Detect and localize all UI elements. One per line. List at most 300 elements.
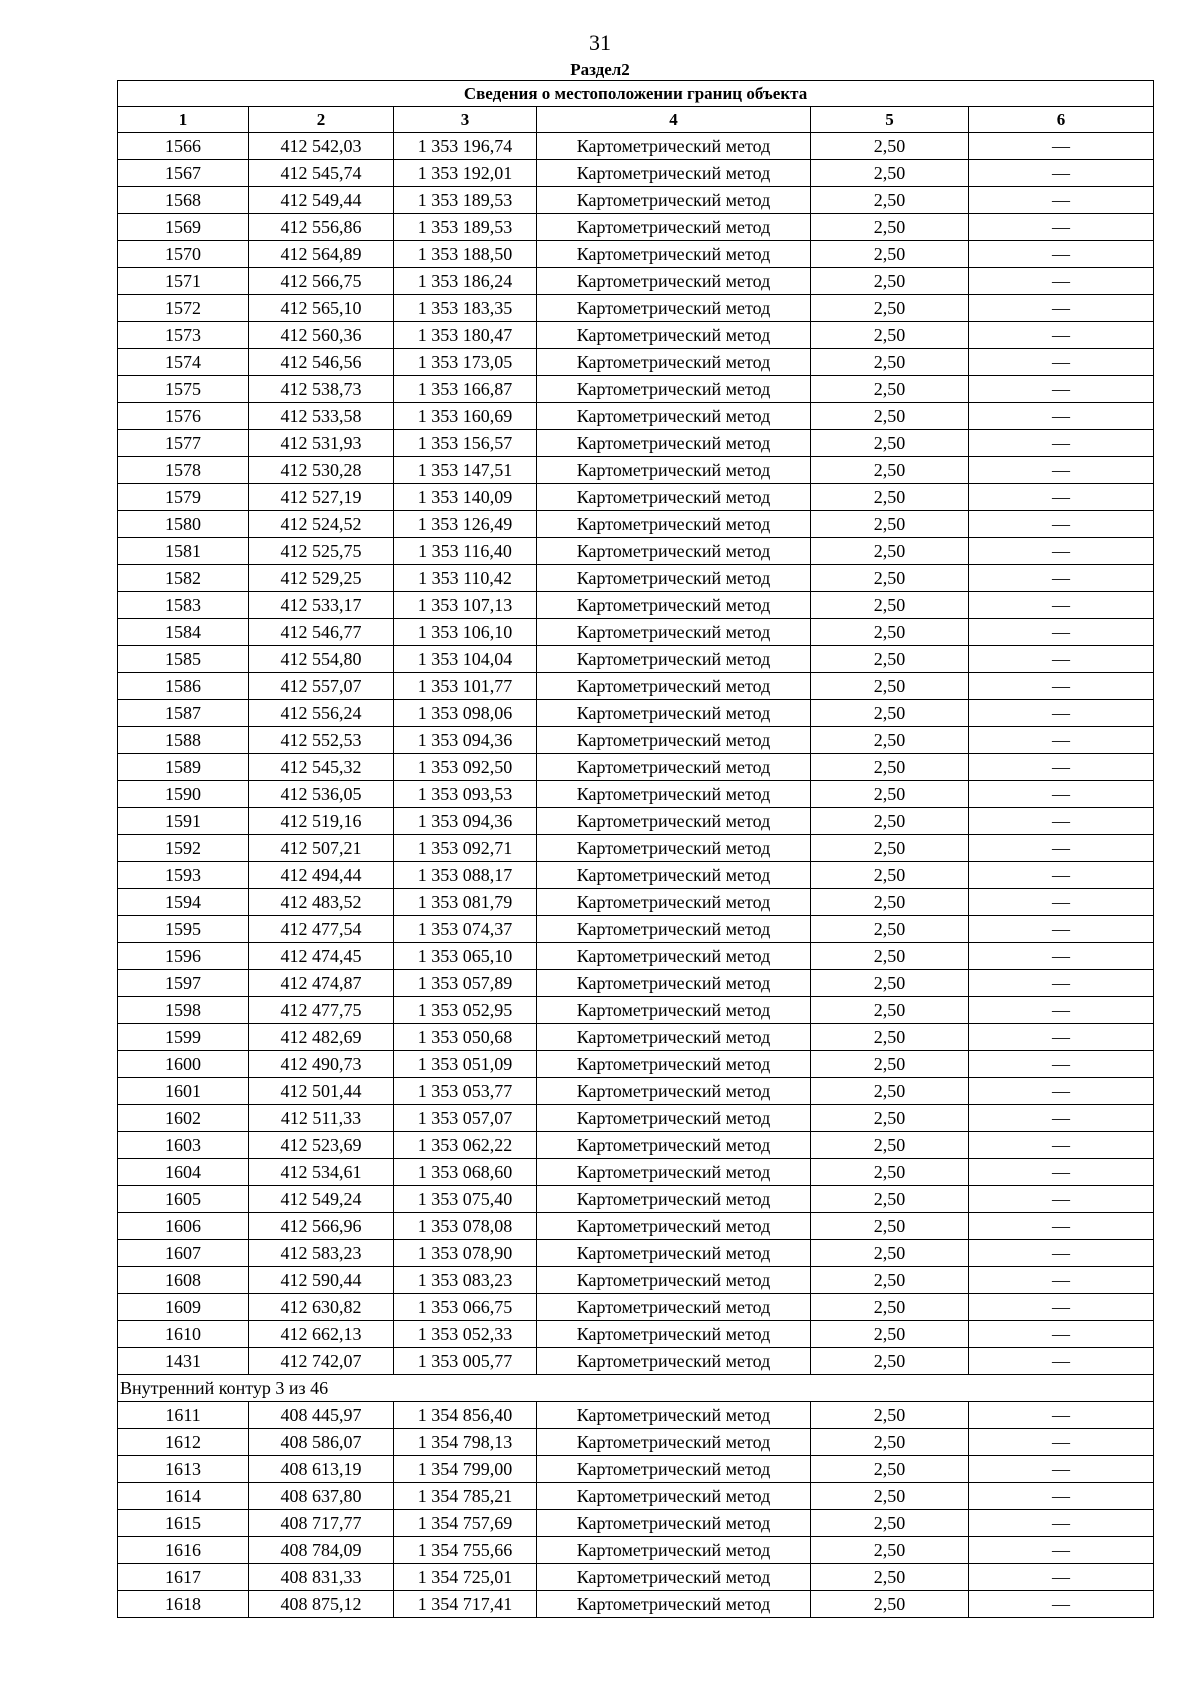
table-cell: 412 560,36 xyxy=(249,322,394,349)
table-cell: Картометрический метод xyxy=(537,457,811,484)
table-cell: 412 545,32 xyxy=(249,754,394,781)
table-cell: Картометрический метод xyxy=(537,322,811,349)
table-cell: 1568 xyxy=(118,187,249,214)
table-cell: 412 494,44 xyxy=(249,862,394,889)
column-header: 6 xyxy=(969,107,1154,133)
table-cell: — xyxy=(969,1510,1154,1537)
table-cell: 1 353 078,08 xyxy=(394,1213,537,1240)
table-cell: — xyxy=(969,592,1154,619)
table-row xyxy=(118,727,1154,754)
table-cell: 1571 xyxy=(118,268,249,295)
page-number: 31 xyxy=(589,30,611,55)
table-cell: 1 353 126,49 xyxy=(394,511,537,538)
table-cell: Картометрический метод xyxy=(537,1240,811,1267)
table-cell: 1 353 106,10 xyxy=(394,619,537,646)
table-row xyxy=(118,1159,1154,1186)
table-cell: 1 353 104,04 xyxy=(394,646,537,673)
table-row xyxy=(118,160,1154,187)
table-cell: 1 354 725,01 xyxy=(394,1564,537,1591)
table-cell: Картометрический метод xyxy=(537,268,811,295)
table-cell: 412 542,03 xyxy=(249,133,394,160)
table-cell: 2,50 xyxy=(811,781,969,808)
table-cell: Картометрический метод xyxy=(537,349,811,376)
table-cell: — xyxy=(969,511,1154,538)
table-cell: 1579 xyxy=(118,484,249,511)
table-cell: 412 519,16 xyxy=(249,808,394,835)
table-cell: 1570 xyxy=(118,241,249,268)
table-cell: 1597 xyxy=(118,970,249,997)
table-cell: Картометрический метод xyxy=(537,511,811,538)
table-cell: 408 586,07 xyxy=(249,1429,394,1456)
table-cell: 1 353 192,01 xyxy=(394,160,537,187)
table-cell: 1608 xyxy=(118,1267,249,1294)
table-row xyxy=(118,1267,1154,1294)
table-cell: — xyxy=(969,1186,1154,1213)
table-cell: 2,50 xyxy=(811,538,969,565)
table-row xyxy=(118,511,1154,538)
table-cell: Картометрический метод xyxy=(537,484,811,511)
table-cell: 2,50 xyxy=(811,349,969,376)
table-cell: 2,50 xyxy=(811,619,969,646)
table-cell: 2,50 xyxy=(811,916,969,943)
table-cell: 412 554,80 xyxy=(249,646,394,673)
table-cell: 1600 xyxy=(118,1051,249,1078)
table-cell: 1 353 173,05 xyxy=(394,349,537,376)
table-cell: — xyxy=(969,1483,1154,1510)
table-cell: 2,50 xyxy=(811,1024,969,1051)
table-cell: 1 354 799,00 xyxy=(394,1456,537,1483)
table-cell: 1578 xyxy=(118,457,249,484)
table-cell: — xyxy=(969,916,1154,943)
table-cell: 1599 xyxy=(118,1024,249,1051)
table-cell: 1566 xyxy=(118,133,249,160)
table-cell: Картометрический метод xyxy=(537,1456,811,1483)
table-cell: — xyxy=(969,1267,1154,1294)
table-row xyxy=(118,403,1154,430)
column-header: 3 xyxy=(394,107,537,133)
table-cell: — xyxy=(969,1456,1154,1483)
table-cell: — xyxy=(969,403,1154,430)
table-cell: 1580 xyxy=(118,511,249,538)
table-row xyxy=(118,1213,1154,1240)
table-cell: 412 742,07 xyxy=(249,1348,394,1375)
table-cell: 412 566,96 xyxy=(249,1213,394,1240)
table-cell: 1618 xyxy=(118,1591,249,1618)
table-row xyxy=(118,754,1154,781)
table-cell: 412 549,44 xyxy=(249,187,394,214)
table-cell: 2,50 xyxy=(811,592,969,619)
table-cell: — xyxy=(969,1159,1154,1186)
table-cell: 1 353 068,60 xyxy=(394,1159,537,1186)
table-cell: 2,50 xyxy=(811,1186,969,1213)
table-cell: 1587 xyxy=(118,700,249,727)
table-row xyxy=(118,349,1154,376)
table-row xyxy=(118,214,1154,241)
table-row xyxy=(118,592,1154,619)
table-cell: — xyxy=(969,214,1154,241)
table-cell: 412 566,75 xyxy=(249,268,394,295)
table-cell: 1 353 094,36 xyxy=(394,727,537,754)
table-cell: 1586 xyxy=(118,673,249,700)
table-cell: — xyxy=(969,1132,1154,1159)
table-cell: 412 533,58 xyxy=(249,403,394,430)
table-cell: 1 354 755,66 xyxy=(394,1537,537,1564)
table-cell: 1 353 094,36 xyxy=(394,808,537,835)
table-cell: Картометрический метод xyxy=(537,1321,811,1348)
table-cell: Картометрический метод xyxy=(537,646,811,673)
table-cell: 1 353 110,42 xyxy=(394,565,537,592)
table-cell: 1 353 093,53 xyxy=(394,781,537,808)
table-cell: — xyxy=(969,538,1154,565)
table-cell: 412 474,87 xyxy=(249,970,394,997)
table-cell: 2,50 xyxy=(811,889,969,916)
table-row xyxy=(118,916,1154,943)
table-row xyxy=(118,1348,1154,1375)
table-row xyxy=(118,1132,1154,1159)
table-cell: — xyxy=(969,1213,1154,1240)
table-cell: — xyxy=(969,1564,1154,1591)
table-cell: Картометрический метод xyxy=(537,943,811,970)
table-cell: — xyxy=(969,673,1154,700)
table-cell: 1609 xyxy=(118,1294,249,1321)
table-cell: 1 353 081,79 xyxy=(394,889,537,916)
table-cell: 2,50 xyxy=(811,1051,969,1078)
table-cell: 1567 xyxy=(118,160,249,187)
table-cell: 2,50 xyxy=(811,565,969,592)
table-cell: 1 353 051,09 xyxy=(394,1051,537,1078)
table-cell: 2,50 xyxy=(811,1294,969,1321)
table-cell: Картометрический метод xyxy=(537,862,811,889)
table-cell: Картометрический метод xyxy=(537,1402,811,1429)
table-row xyxy=(118,1024,1154,1051)
table-cell: 1604 xyxy=(118,1159,249,1186)
table-cell: 2,50 xyxy=(811,1105,969,1132)
table-row xyxy=(118,1510,1154,1537)
table-cell: — xyxy=(969,862,1154,889)
table-cell: 412 590,44 xyxy=(249,1267,394,1294)
table-cell: 412 536,05 xyxy=(249,781,394,808)
table-cell: Картометрический метод xyxy=(537,781,811,808)
table-row xyxy=(118,1429,1154,1456)
table-row xyxy=(118,1402,1154,1429)
table-cell: Картометрический метод xyxy=(537,1591,811,1618)
table-cell: — xyxy=(969,484,1154,511)
table-cell: Картометрический метод xyxy=(537,1537,811,1564)
table-cell: 2,50 xyxy=(811,970,969,997)
table-cell: 412 507,21 xyxy=(249,835,394,862)
table-cell: 2,50 xyxy=(811,1213,969,1240)
table-cell: 2,50 xyxy=(811,1159,969,1186)
table-cell: 2,50 xyxy=(811,646,969,673)
table-cell: 1 353 075,40 xyxy=(394,1186,537,1213)
table-cell: Картометрический метод xyxy=(537,1510,811,1537)
table-cell: 1573 xyxy=(118,322,249,349)
table-row xyxy=(118,1537,1154,1564)
table-cell: — xyxy=(969,376,1154,403)
table-cell: 1616 xyxy=(118,1537,249,1564)
table-cell: 1590 xyxy=(118,781,249,808)
table-cell: 2,50 xyxy=(811,727,969,754)
table-cell: Картометрический метод xyxy=(537,997,811,1024)
table-cell: 1589 xyxy=(118,754,249,781)
table-cell: — xyxy=(969,1051,1154,1078)
table-cell: — xyxy=(969,349,1154,376)
table-cell: 1577 xyxy=(118,430,249,457)
table-cell: 2,50 xyxy=(811,1078,969,1105)
table-cell: — xyxy=(969,754,1154,781)
table-row xyxy=(118,619,1154,646)
table-cell: 412 557,07 xyxy=(249,673,394,700)
table-cell: Картометрический метод xyxy=(537,1429,811,1456)
table-cell: Картометрический метод xyxy=(537,1483,811,1510)
table-cell: Картометрический метод xyxy=(537,565,811,592)
table-cell: 1 353 116,40 xyxy=(394,538,537,565)
table-row xyxy=(118,781,1154,808)
table-cell: 412 564,89 xyxy=(249,241,394,268)
table-cell: Картометрический метод xyxy=(537,403,811,430)
table-cell: 412 529,25 xyxy=(249,565,394,592)
table-cell: 1 353 065,10 xyxy=(394,943,537,970)
table-cell: 2,50 xyxy=(811,808,969,835)
table-cell: Картометрический метод xyxy=(537,241,811,268)
table-cell: 1591 xyxy=(118,808,249,835)
contour-label: Внутренний контур 3 из 46 xyxy=(118,1375,1154,1402)
table-row xyxy=(118,1591,1154,1618)
table-cell: 1584 xyxy=(118,619,249,646)
table-cell: Картометрический метод xyxy=(537,889,811,916)
table-cell: 1 353 050,68 xyxy=(394,1024,537,1051)
table-cell: 2,50 xyxy=(811,133,969,160)
table-cell: 1 353 092,50 xyxy=(394,754,537,781)
table-cell: 1431 xyxy=(118,1348,249,1375)
table-cell: 2,50 xyxy=(811,268,969,295)
table-cell: 1 353 052,95 xyxy=(394,997,537,1024)
table-cell: Картометрический метод xyxy=(537,754,811,781)
table-cell: 412 546,56 xyxy=(249,349,394,376)
table-cell: 1 353 066,75 xyxy=(394,1294,537,1321)
table-cell: 2,50 xyxy=(811,754,969,781)
table-row xyxy=(118,133,1154,160)
table-row xyxy=(118,484,1154,511)
table-cell: Картометрический метод xyxy=(537,160,811,187)
table-cell: 412 531,93 xyxy=(249,430,394,457)
table-cell: Картометрический метод xyxy=(537,1348,811,1375)
table-cell: 2,50 xyxy=(811,187,969,214)
table-cell: 412 546,77 xyxy=(249,619,394,646)
table-row xyxy=(118,997,1154,1024)
table-cell: 412 523,69 xyxy=(249,1132,394,1159)
table-cell: 2,50 xyxy=(811,430,969,457)
table-cell: 1 353 005,77 xyxy=(394,1348,537,1375)
table-cell: 412 552,53 xyxy=(249,727,394,754)
table-row xyxy=(118,943,1154,970)
table-row xyxy=(118,1051,1154,1078)
table-cell: Картометрический метод xyxy=(537,133,811,160)
table-cell: Картометрический метод xyxy=(537,808,811,835)
table-cell: 2,50 xyxy=(811,1456,969,1483)
table-cell: 1598 xyxy=(118,997,249,1024)
table-cell: — xyxy=(969,133,1154,160)
table-cell: Картометрический метод xyxy=(537,430,811,457)
table-cell: 412 501,44 xyxy=(249,1078,394,1105)
table-cell: Картометрический метод xyxy=(537,1051,811,1078)
table-row xyxy=(118,538,1154,565)
table-cell: 412 525,75 xyxy=(249,538,394,565)
table-cell: 1576 xyxy=(118,403,249,430)
table-cell: 1612 xyxy=(118,1429,249,1456)
table-cell: 1606 xyxy=(118,1213,249,1240)
table-cell: 1 353 140,09 xyxy=(394,484,537,511)
table-cell: Картометрический метод xyxy=(537,1105,811,1132)
table-cell: — xyxy=(969,1591,1154,1618)
table-cell: — xyxy=(969,187,1154,214)
table-cell: 2,50 xyxy=(811,1483,969,1510)
table-cell: 412 556,86 xyxy=(249,214,394,241)
column-header: 5 xyxy=(811,107,969,133)
table-cell: 1 353 074,37 xyxy=(394,916,537,943)
table-cell: Картометрический метод xyxy=(537,214,811,241)
table-cell: Картометрический метод xyxy=(537,538,811,565)
table-cell: 2,50 xyxy=(811,1321,969,1348)
table-cell: — xyxy=(969,565,1154,592)
table-row xyxy=(118,1294,1154,1321)
table-cell: Картометрический метод xyxy=(537,1564,811,1591)
table-cell: 1614 xyxy=(118,1483,249,1510)
contour-section xyxy=(118,1375,1154,1402)
table-cell: 2,50 xyxy=(811,1510,969,1537)
table-cell: 1615 xyxy=(118,1510,249,1537)
table-cell: 1 353 166,87 xyxy=(394,376,537,403)
table-row xyxy=(118,295,1154,322)
table-row xyxy=(118,565,1154,592)
table-cell: 2,50 xyxy=(811,484,969,511)
table-cell: 1607 xyxy=(118,1240,249,1267)
table-cell: 412 482,69 xyxy=(249,1024,394,1051)
table-row xyxy=(118,1240,1154,1267)
table-cell: 1 353 078,90 xyxy=(394,1240,537,1267)
table-cell: — xyxy=(969,808,1154,835)
table-cell: 1617 xyxy=(118,1564,249,1591)
table-row xyxy=(118,1078,1154,1105)
table-cell: 2,50 xyxy=(811,1348,969,1375)
table-cell: 412 483,52 xyxy=(249,889,394,916)
table-cell: 1592 xyxy=(118,835,249,862)
table-cell: — xyxy=(969,970,1154,997)
table-cell: — xyxy=(969,646,1154,673)
table-cell: 412 534,61 xyxy=(249,1159,394,1186)
table-cell: 412 527,19 xyxy=(249,484,394,511)
table-cell: Картометрический метод xyxy=(537,700,811,727)
column-header: 4 xyxy=(537,107,811,133)
table-cell: 2,50 xyxy=(811,700,969,727)
table-cell: 1 353 183,35 xyxy=(394,295,537,322)
table-cell: 2,50 xyxy=(811,241,969,268)
table-cell: 1595 xyxy=(118,916,249,943)
table-cell: — xyxy=(969,160,1154,187)
table-cell: 1581 xyxy=(118,538,249,565)
table-cell: 1582 xyxy=(118,565,249,592)
table-row xyxy=(118,430,1154,457)
column-header: 2 xyxy=(249,107,394,133)
table-cell: Картометрический метод xyxy=(537,619,811,646)
table-cell: 2,50 xyxy=(811,322,969,349)
table-cell: — xyxy=(969,1294,1154,1321)
table-cell: 2,50 xyxy=(811,673,969,700)
table-cell: 1 354 757,69 xyxy=(394,1510,537,1537)
table-row xyxy=(118,241,1154,268)
table-cell: 1 353 062,22 xyxy=(394,1132,537,1159)
table-cell: — xyxy=(969,700,1154,727)
table-cell: 1585 xyxy=(118,646,249,673)
table-cell: 1 353 189,53 xyxy=(394,214,537,241)
table-row xyxy=(118,1564,1154,1591)
table-cell: 412 662,13 xyxy=(249,1321,394,1348)
table-cell: 1588 xyxy=(118,727,249,754)
column-number-row xyxy=(118,107,1154,133)
table-cell: 2,50 xyxy=(811,376,969,403)
table-caption-row xyxy=(118,81,1154,107)
table-cell: Картометрический метод xyxy=(537,187,811,214)
table-cell: Картометрический метод xyxy=(537,835,811,862)
table-cell: Картометрический метод xyxy=(537,295,811,322)
table-cell: — xyxy=(969,1429,1154,1456)
table-cell: Картометрический метод xyxy=(537,1078,811,1105)
boundary-table xyxy=(117,80,1154,1618)
table-cell: Картометрический метод xyxy=(537,1024,811,1051)
table-cell: — xyxy=(969,727,1154,754)
table-cell: 408 613,19 xyxy=(249,1456,394,1483)
table-cell: 2,50 xyxy=(811,214,969,241)
table-cell: 1603 xyxy=(118,1132,249,1159)
table-body-outer-contour xyxy=(118,133,1154,1375)
table-cell: 412 524,52 xyxy=(249,511,394,538)
table-cell: 412 556,24 xyxy=(249,700,394,727)
table-cell: 1 354 798,13 xyxy=(394,1429,537,1456)
table-cell: 1 353 053,77 xyxy=(394,1078,537,1105)
table-cell: 412 538,73 xyxy=(249,376,394,403)
table-cell: 412 490,73 xyxy=(249,1051,394,1078)
table-cell: 1 353 186,24 xyxy=(394,268,537,295)
table-cell: 412 549,24 xyxy=(249,1186,394,1213)
table-cell: 1 353 180,47 xyxy=(394,322,537,349)
table-cell: 1 353 160,69 xyxy=(394,403,537,430)
table-cell: 2,50 xyxy=(811,1267,969,1294)
table-cell: 1 353 189,53 xyxy=(394,187,537,214)
table-cell: Картометрический метод xyxy=(537,916,811,943)
table-cell: 408 445,97 xyxy=(249,1402,394,1429)
table-cell: 2,50 xyxy=(811,1402,969,1429)
table-cell: 1574 xyxy=(118,349,249,376)
table-row xyxy=(118,1456,1154,1483)
table-cell: 408 784,09 xyxy=(249,1537,394,1564)
table-row xyxy=(118,700,1154,727)
column-header: 1 xyxy=(118,107,249,133)
table-cell: 1610 xyxy=(118,1321,249,1348)
table-cell: 412 477,75 xyxy=(249,997,394,1024)
table-cell: 1 353 107,13 xyxy=(394,592,537,619)
table-row xyxy=(118,646,1154,673)
table-cell: 2,50 xyxy=(811,862,969,889)
table-cell: — xyxy=(969,1402,1154,1429)
table-cell: 1 353 057,07 xyxy=(394,1105,537,1132)
table-cell: — xyxy=(969,1078,1154,1105)
table-cell: 412 511,33 xyxy=(249,1105,394,1132)
table-cell: 2,50 xyxy=(811,511,969,538)
table-row xyxy=(118,268,1154,295)
table-cell: 2,50 xyxy=(811,1537,969,1564)
table-row xyxy=(118,970,1154,997)
contour-label-row xyxy=(118,1375,1154,1402)
